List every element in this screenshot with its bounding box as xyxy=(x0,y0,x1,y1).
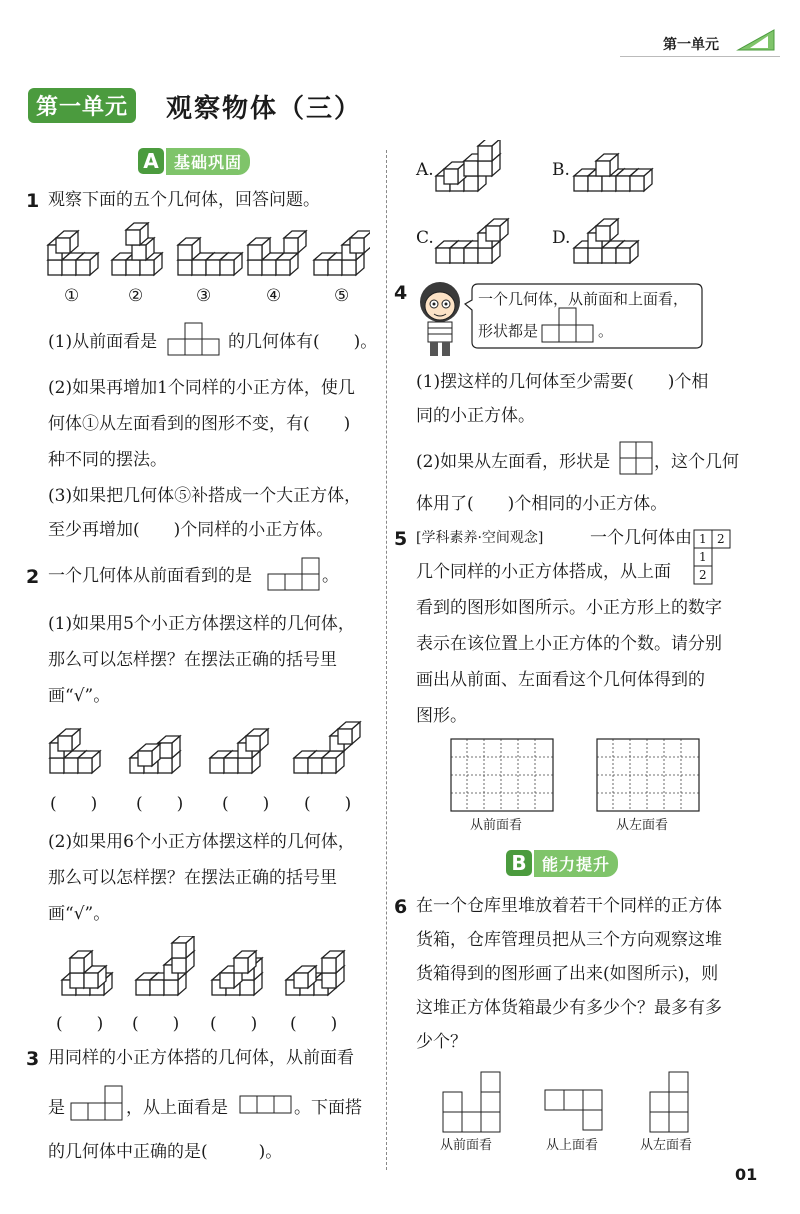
option-label: C. xyxy=(416,228,434,248)
answer-bracket[interactable]: ( ) xyxy=(304,794,352,814)
section-a-badge xyxy=(138,148,250,174)
q5-line: 一个几何体由 xyxy=(590,528,692,548)
q4-part1-line: 同的小正方体。 xyxy=(416,406,535,426)
q1-part1-b: 的几何体有( )。 xyxy=(228,332,378,352)
q5-line: 图形。 xyxy=(416,706,467,726)
q6-line: 少个？ xyxy=(416,1032,467,1052)
top-view-number: 1 xyxy=(699,532,707,546)
answer-bracket[interactable]: ( ) xyxy=(50,794,98,814)
q1-part3-line: 至少再增加( )个同样的小正方体。 xyxy=(48,520,334,540)
unit-header: 第一单元 xyxy=(663,37,719,53)
answer-bracket[interactable]: ( ) xyxy=(136,794,184,814)
option-label: D. xyxy=(552,228,571,248)
view-label: 从左面看 xyxy=(640,1138,693,1153)
question-number: 4 xyxy=(394,282,408,304)
q6-line: 这堆正方体货箱最少有多少个？最多有多 xyxy=(416,998,722,1018)
q1-part3-line: (3)如果把几何体⑤补搭成一个大正方体， xyxy=(48,486,362,506)
q3-option-d-figure xyxy=(570,208,660,264)
q3-line: 。下面搭 xyxy=(294,1098,362,1118)
q3-line: 用同样的小正方体搭的几何体，从前面看 xyxy=(48,1048,354,1068)
q4-left-view-figure xyxy=(618,440,656,478)
section-letter: B xyxy=(506,850,532,876)
q6-front-view-figure xyxy=(440,1070,502,1134)
q2-stem: 一个几何体从前面看到的是 xyxy=(48,566,252,586)
answer-bracket[interactable]: ( ) xyxy=(132,1014,180,1034)
q6-line: 在一个仓库里堆放着若干个同样的正方体 xyxy=(416,896,722,916)
column-divider xyxy=(386,150,387,1170)
q5-line: 看到的图形如图所示。小正方形上的数字 xyxy=(416,598,722,618)
q1-part2-line: 种不同的摆法。 xyxy=(48,450,167,470)
top-view-number: 2 xyxy=(717,532,725,546)
q3-line: ，从上面看是 xyxy=(126,1098,228,1118)
view-label: 从上面看 xyxy=(546,1138,599,1153)
solid-label: ④ xyxy=(266,286,282,306)
top-view-number: 2 xyxy=(699,568,707,582)
q6-left-view-figure xyxy=(648,1070,692,1134)
solid-label: ② xyxy=(128,286,144,306)
view-label: 从前面看 xyxy=(440,1138,493,1153)
q2-part1-line: 画“√”。 xyxy=(48,686,111,706)
q1-front-view-figure xyxy=(166,322,222,356)
option-label: A. xyxy=(416,160,434,180)
q1-part2-line: (2)如果再增加1个同样的小正方体，使几 xyxy=(48,378,355,398)
question-number: 6 xyxy=(394,896,408,918)
bubble-text: 。 xyxy=(598,322,614,340)
q3-line: 是 xyxy=(48,1098,65,1118)
section-label: 能力提升 xyxy=(534,850,618,877)
q1-part2-line: 何体①从左面看到的图形不变，有( ) xyxy=(48,414,351,434)
page-title: 观察物体（三） xyxy=(166,94,363,124)
page-number: 01 xyxy=(735,1165,758,1184)
q1-part1-a: (1)从前面看是 xyxy=(48,332,158,352)
q1-solids-figure xyxy=(40,222,370,284)
top-view-number: 1 xyxy=(699,550,707,564)
q3-option-b-figure xyxy=(570,140,660,196)
question-number: 1 xyxy=(26,190,40,212)
q3-option-a-figure xyxy=(432,140,522,196)
section-label: 基础巩固 xyxy=(166,148,250,175)
q4-part2-line: (2)如果从左面看，形状是 xyxy=(416,452,611,472)
q4-part2-line: 体用了( )个相同的小正方体。 xyxy=(416,494,668,514)
q4-view-figure xyxy=(540,306,596,346)
q2-front-view-figure xyxy=(264,556,322,592)
q2-part2-line: 那么可以怎样摆？在摆法正确的括号里 xyxy=(48,868,337,888)
q1-stem: 观察下面的五个几何体，回答问题。 xyxy=(48,190,320,210)
q2-part2-line: (2)如果用6个小正方体摆这样的几何体， xyxy=(48,832,355,852)
solid-label: ⑤ xyxy=(334,286,350,306)
q5-line: 表示在该位置上小正方体的个数。请分别 xyxy=(416,634,722,654)
q2-stem-end: 。 xyxy=(322,566,339,586)
answer-bracket[interactable]: ( ) xyxy=(56,1014,104,1034)
boy-cartoon-icon xyxy=(410,276,470,360)
skill-tag: [学科素养·空间观念] xyxy=(416,530,544,546)
question-number: 3 xyxy=(26,1048,40,1070)
q2-part1-line: (1)如果用5个小正方体摆这样的几何体， xyxy=(48,614,355,634)
q5-line: 画出从前面、左面看这个几何体得到的 xyxy=(416,670,705,690)
q4-part1-line: (1)摆这样的几何体至少需要( )个相 xyxy=(416,372,709,392)
triangle-ruler-icon xyxy=(736,28,776,52)
solid-label: ③ xyxy=(196,286,212,306)
q2-options-6-cubes xyxy=(54,936,374,1002)
bubble-text: 一个几何体，从前面和上面看， xyxy=(478,290,689,308)
q5-line: 几个同样的小正方体搭成，从上面 xyxy=(416,562,671,582)
q3-option-c-figure xyxy=(432,208,522,264)
q2-options-5-cubes xyxy=(42,718,372,780)
section-b-badge xyxy=(506,850,618,876)
question-number: 5 xyxy=(394,528,408,550)
q6-line: 货箱，仓库管理员把从三个方向观察这堆 xyxy=(416,930,722,950)
q3-line: 的几何体中正确的是( )。 xyxy=(48,1142,283,1162)
grid-label: 从前面看 xyxy=(470,818,523,833)
answer-bracket[interactable]: ( ) xyxy=(222,794,270,814)
solid-label: ① xyxy=(64,286,80,306)
grid-label: 从左面看 xyxy=(616,818,669,833)
option-label: B. xyxy=(552,160,570,180)
q2-part1-line: 那么可以怎样摆？在摆法正确的括号里 xyxy=(48,650,337,670)
q3-top-view-figure xyxy=(238,1094,294,1118)
q6-line: 货箱得到的图形画了出来(如图所示)，则 xyxy=(416,964,719,984)
q4-part2-line: ，这个几何 xyxy=(654,452,739,472)
answer-bracket[interactable]: ( ) xyxy=(210,1014,258,1034)
q2-part2-line: 画“√”。 xyxy=(48,904,111,924)
q6-top-view-figure xyxy=(542,1088,604,1134)
section-letter: A xyxy=(138,148,164,174)
q3-front-view-figure xyxy=(68,1084,126,1122)
answer-bracket[interactable]: ( ) xyxy=(290,1014,338,1034)
front-drawing-grid[interactable] xyxy=(450,738,554,812)
title-badge: 第一单元 xyxy=(28,88,136,123)
left-drawing-grid[interactable] xyxy=(596,738,700,812)
header-rule xyxy=(620,56,780,57)
question-number: 2 xyxy=(26,566,40,588)
bubble-text: 形状都是 xyxy=(478,322,539,340)
